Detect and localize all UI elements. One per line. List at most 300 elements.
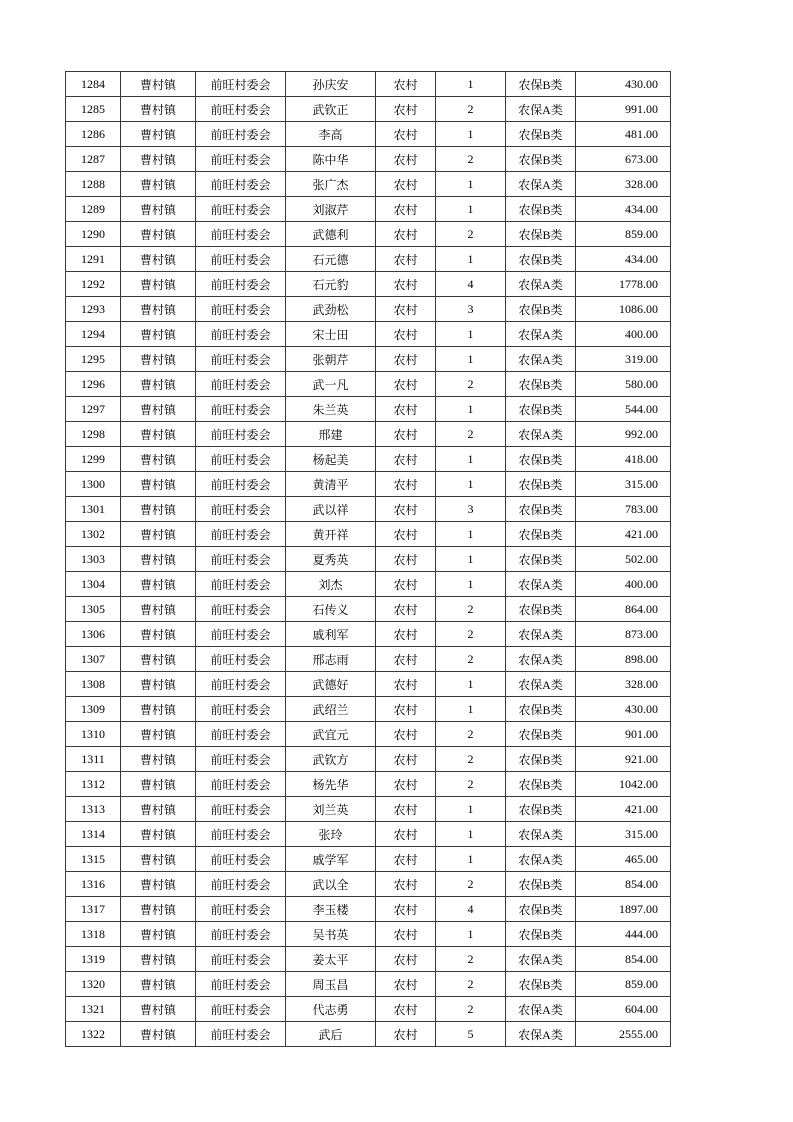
cell-id: 1319 (66, 947, 121, 972)
cell-category: 农村 (376, 422, 436, 447)
cell-amount: 873.00 (576, 622, 671, 647)
table-row (66, 347, 671, 372)
cell-committee: 前旺村委会 (196, 897, 286, 922)
cell-category: 农村 (376, 697, 436, 722)
cell-category: 农村 (376, 72, 436, 97)
cell-name: 戚利军 (286, 622, 376, 647)
cell-town: 曹村镇 (121, 922, 196, 947)
cell-count: 2 (436, 597, 506, 622)
cell-id: 1284 (66, 72, 121, 97)
cell-insurance_type: 农保A类 (506, 647, 576, 672)
cell-id: 1317 (66, 897, 121, 922)
cell-count: 1 (436, 472, 506, 497)
cell-count: 1 (436, 672, 506, 697)
cell-committee: 前旺村委会 (196, 397, 286, 422)
cell-amount: 921.00 (576, 747, 671, 772)
cell-amount: 1042.00 (576, 772, 671, 797)
cell-id: 1310 (66, 722, 121, 747)
cell-count: 1 (436, 122, 506, 147)
cell-amount: 544.00 (576, 397, 671, 422)
table-row (66, 522, 671, 547)
cell-category: 农村 (376, 122, 436, 147)
cell-count: 2 (436, 147, 506, 172)
cell-name: 张广杰 (286, 172, 376, 197)
cell-committee: 前旺村委会 (196, 697, 286, 722)
cell-town: 曹村镇 (121, 172, 196, 197)
cell-id: 1289 (66, 197, 121, 222)
table-row (66, 97, 671, 122)
cell-amount: 859.00 (576, 222, 671, 247)
cell-category: 农村 (376, 397, 436, 422)
cell-insurance_type: 农保B类 (506, 372, 576, 397)
cell-insurance_type: 农保B类 (506, 747, 576, 772)
cell-id: 1302 (66, 522, 121, 547)
cell-amount: 1778.00 (576, 272, 671, 297)
cell-name: 石传义 (286, 597, 376, 622)
cell-insurance_type: 农保B类 (506, 397, 576, 422)
cell-amount: 991.00 (576, 97, 671, 122)
cell-count: 1 (436, 697, 506, 722)
cell-category: 农村 (376, 222, 436, 247)
cell-id: 1299 (66, 447, 121, 472)
cell-committee: 前旺村委会 (196, 272, 286, 297)
cell-insurance_type: 农保A类 (506, 672, 576, 697)
cell-insurance_type: 农保A类 (506, 1022, 576, 1047)
cell-name: 武以祥 (286, 497, 376, 522)
cell-name: 武德好 (286, 672, 376, 697)
cell-insurance_type: 农保A类 (506, 422, 576, 447)
cell-committee: 前旺村委会 (196, 347, 286, 372)
cell-count: 1 (436, 72, 506, 97)
cell-amount: 328.00 (576, 172, 671, 197)
cell-committee: 前旺村委会 (196, 547, 286, 572)
cell-committee: 前旺村委会 (196, 947, 286, 972)
cell-amount: 328.00 (576, 672, 671, 697)
cell-id: 1297 (66, 397, 121, 422)
cell-count: 2 (436, 372, 506, 397)
cell-town: 曹村镇 (121, 197, 196, 222)
cell-town: 曹村镇 (121, 947, 196, 972)
table-row (66, 722, 671, 747)
cell-name: 石元德 (286, 247, 376, 272)
table-row (66, 822, 671, 847)
cell-count: 2 (436, 947, 506, 972)
cell-town: 曹村镇 (121, 672, 196, 697)
cell-name: 李玉楼 (286, 897, 376, 922)
cell-insurance_type: 农保A类 (506, 947, 576, 972)
cell-insurance_type: 农保B类 (506, 72, 576, 97)
table-row (66, 397, 671, 422)
cell-count: 4 (436, 897, 506, 922)
cell-name: 孙庆安 (286, 72, 376, 97)
cell-name: 夏秀英 (286, 547, 376, 572)
cell-id: 1306 (66, 622, 121, 647)
cell-category: 农村 (376, 347, 436, 372)
cell-category: 农村 (376, 897, 436, 922)
table-row (66, 997, 671, 1022)
cell-insurance_type: 农保B类 (506, 697, 576, 722)
cell-insurance_type: 农保B类 (506, 597, 576, 622)
cell-committee: 前旺村委会 (196, 172, 286, 197)
cell-id: 1300 (66, 472, 121, 497)
cell-amount: 434.00 (576, 197, 671, 222)
cell-insurance_type: 农保A类 (506, 847, 576, 872)
cell-count: 1 (436, 572, 506, 597)
cell-town: 曹村镇 (121, 622, 196, 647)
cell-name: 张朝芹 (286, 347, 376, 372)
table-row (66, 897, 671, 922)
table-row (66, 772, 671, 797)
cell-town: 曹村镇 (121, 372, 196, 397)
cell-category: 农村 (376, 247, 436, 272)
cell-committee: 前旺村委会 (196, 147, 286, 172)
table-row (66, 847, 671, 872)
cell-insurance_type: 农保B类 (506, 497, 576, 522)
cell-town: 曹村镇 (121, 722, 196, 747)
cell-town: 曹村镇 (121, 822, 196, 847)
cell-amount: 864.00 (576, 597, 671, 622)
cell-count: 2 (436, 222, 506, 247)
cell-committee: 前旺村委会 (196, 197, 286, 222)
cell-amount: 319.00 (576, 347, 671, 372)
table-row (66, 972, 671, 997)
cell-name: 武绍兰 (286, 697, 376, 722)
table-row (66, 597, 671, 622)
cell-insurance_type: 农保A类 (506, 322, 576, 347)
cell-name: 李高 (286, 122, 376, 147)
cell-town: 曹村镇 (121, 522, 196, 547)
cell-committee: 前旺村委会 (196, 1022, 286, 1047)
cell-insurance_type: 农保B类 (506, 872, 576, 897)
cell-category: 农村 (376, 647, 436, 672)
cell-category: 农村 (376, 97, 436, 122)
cell-amount: 400.00 (576, 322, 671, 347)
cell-insurance_type: 农保A类 (506, 347, 576, 372)
table-row (66, 672, 671, 697)
cell-amount: 604.00 (576, 997, 671, 1022)
cell-name: 武宜元 (286, 722, 376, 747)
cell-id: 1295 (66, 347, 121, 372)
cell-insurance_type: 农保B类 (506, 297, 576, 322)
cell-town: 曹村镇 (121, 872, 196, 897)
cell-id: 1294 (66, 322, 121, 347)
cell-committee: 前旺村委会 (196, 872, 286, 897)
cell-committee: 前旺村委会 (196, 422, 286, 447)
cell-amount: 502.00 (576, 547, 671, 572)
cell-id: 1286 (66, 122, 121, 147)
cell-id: 1316 (66, 872, 121, 897)
cell-count: 3 (436, 497, 506, 522)
cell-count: 1 (436, 172, 506, 197)
cell-committee: 前旺村委会 (196, 572, 286, 597)
cell-committee: 前旺村委会 (196, 122, 286, 147)
cell-id: 1292 (66, 272, 121, 297)
table-row (66, 297, 671, 322)
table-row (66, 372, 671, 397)
cell-name: 武钦正 (286, 97, 376, 122)
table-row (66, 747, 671, 772)
cell-category: 农村 (376, 822, 436, 847)
cell-category: 农村 (376, 497, 436, 522)
cell-town: 曹村镇 (121, 1022, 196, 1047)
cell-name: 武后 (286, 1022, 376, 1047)
cell-town: 曹村镇 (121, 247, 196, 272)
cell-id: 1309 (66, 697, 121, 722)
cell-insurance_type: 农保B类 (506, 972, 576, 997)
table-row (66, 497, 671, 522)
cell-town: 曹村镇 (121, 297, 196, 322)
cell-town: 曹村镇 (121, 797, 196, 822)
cell-insurance_type: 农保B类 (506, 772, 576, 797)
table-row (66, 697, 671, 722)
cell-count: 2 (436, 997, 506, 1022)
cell-id: 1287 (66, 147, 121, 172)
table-row (66, 622, 671, 647)
cell-id: 1312 (66, 772, 121, 797)
cell-name: 邢志雨 (286, 647, 376, 672)
cell-name: 代志勇 (286, 997, 376, 1022)
cell-town: 曹村镇 (121, 122, 196, 147)
cell-town: 曹村镇 (121, 572, 196, 597)
cell-insurance_type: 农保B类 (506, 147, 576, 172)
cell-insurance_type: 农保A类 (506, 172, 576, 197)
table-row (66, 147, 671, 172)
cell-committee: 前旺村委会 (196, 672, 286, 697)
cell-id: 1304 (66, 572, 121, 597)
cell-amount: 421.00 (576, 522, 671, 547)
cell-committee: 前旺村委会 (196, 222, 286, 247)
cell-id: 1322 (66, 1022, 121, 1047)
cell-count: 2 (436, 647, 506, 672)
table-row (66, 572, 671, 597)
cell-amount: 901.00 (576, 722, 671, 747)
table-row (66, 72, 671, 97)
cell-count: 2 (436, 422, 506, 447)
cell-town: 曹村镇 (121, 97, 196, 122)
cell-count: 1 (436, 347, 506, 372)
table-body (66, 72, 671, 1047)
cell-amount: 481.00 (576, 122, 671, 147)
cell-category: 农村 (376, 722, 436, 747)
cell-count: 4 (436, 272, 506, 297)
cell-name: 刘杰 (286, 572, 376, 597)
cell-id: 1320 (66, 972, 121, 997)
cell-category: 农村 (376, 947, 436, 972)
cell-committee: 前旺村委会 (196, 497, 286, 522)
cell-insurance_type: 农保B类 (506, 522, 576, 547)
cell-id: 1315 (66, 847, 121, 872)
cell-category: 农村 (376, 972, 436, 997)
cell-category: 农村 (376, 747, 436, 772)
table-row (66, 922, 671, 947)
cell-town: 曹村镇 (121, 72, 196, 97)
cell-committee: 前旺村委会 (196, 622, 286, 647)
cell-committee: 前旺村委会 (196, 997, 286, 1022)
cell-insurance_type: 农保A类 (506, 997, 576, 1022)
cell-count: 1 (436, 547, 506, 572)
cell-id: 1298 (66, 422, 121, 447)
cell-name: 宋士田 (286, 322, 376, 347)
cell-count: 1 (436, 522, 506, 547)
cell-insurance_type: 农保B类 (506, 122, 576, 147)
cell-town: 曹村镇 (121, 897, 196, 922)
table-row (66, 447, 671, 472)
cell-name: 武劲松 (286, 297, 376, 322)
cell-amount: 315.00 (576, 822, 671, 847)
cell-committee: 前旺村委会 (196, 972, 286, 997)
cell-insurance_type: 农保B类 (506, 197, 576, 222)
cell-committee: 前旺村委会 (196, 97, 286, 122)
table-row (66, 872, 671, 897)
cell-amount: 783.00 (576, 497, 671, 522)
cell-committee: 前旺村委会 (196, 297, 286, 322)
cell-town: 曹村镇 (121, 472, 196, 497)
cell-category: 农村 (376, 372, 436, 397)
cell-town: 曹村镇 (121, 847, 196, 872)
cell-town: 曹村镇 (121, 997, 196, 1022)
cell-town: 曹村镇 (121, 772, 196, 797)
cell-count: 1 (436, 197, 506, 222)
cell-amount: 898.00 (576, 647, 671, 672)
table-row (66, 247, 671, 272)
cell-category: 农村 (376, 572, 436, 597)
cell-id: 1291 (66, 247, 121, 272)
cell-committee: 前旺村委会 (196, 322, 286, 347)
cell-insurance_type: 农保B类 (506, 472, 576, 497)
cell-amount: 444.00 (576, 922, 671, 947)
cell-amount: 430.00 (576, 72, 671, 97)
cell-category: 农村 (376, 1022, 436, 1047)
table-row (66, 322, 671, 347)
cell-category: 农村 (376, 172, 436, 197)
cell-count: 2 (436, 747, 506, 772)
table-row (66, 172, 671, 197)
cell-insurance_type: 农保B类 (506, 222, 576, 247)
cell-category: 农村 (376, 847, 436, 872)
cell-insurance_type: 农保B类 (506, 897, 576, 922)
cell-name: 张玲 (286, 822, 376, 847)
cell-category: 农村 (376, 322, 436, 347)
cell-category: 农村 (376, 447, 436, 472)
cell-count: 5 (436, 1022, 506, 1047)
cell-amount: 418.00 (576, 447, 671, 472)
cell-category: 农村 (376, 872, 436, 897)
cell-count: 1 (436, 247, 506, 272)
cell-count: 1 (436, 397, 506, 422)
cell-committee: 前旺村委会 (196, 822, 286, 847)
cell-insurance_type: 农保A类 (506, 272, 576, 297)
cell-town: 曹村镇 (121, 697, 196, 722)
cell-committee: 前旺村委会 (196, 847, 286, 872)
cell-committee: 前旺村委会 (196, 797, 286, 822)
cell-town: 曹村镇 (121, 272, 196, 297)
cell-name: 陈中华 (286, 147, 376, 172)
cell-category: 农村 (376, 997, 436, 1022)
cell-insurance_type: 农保A类 (506, 622, 576, 647)
cell-committee: 前旺村委会 (196, 472, 286, 497)
cell-name: 刘淑芹 (286, 197, 376, 222)
cell-category: 农村 (376, 672, 436, 697)
table-row (66, 422, 671, 447)
table-row (66, 472, 671, 497)
cell-category: 农村 (376, 197, 436, 222)
cell-count: 2 (436, 872, 506, 897)
cell-count: 1 (436, 822, 506, 847)
cell-town: 曹村镇 (121, 547, 196, 572)
cell-insurance_type: 农保B类 (506, 922, 576, 947)
cell-insurance_type: 农保A类 (506, 572, 576, 597)
cell-count: 1 (436, 322, 506, 347)
cell-amount: 430.00 (576, 697, 671, 722)
table-row (66, 1022, 671, 1047)
cell-insurance_type: 农保A类 (506, 822, 576, 847)
cell-name: 杨起美 (286, 447, 376, 472)
cell-count: 2 (436, 972, 506, 997)
cell-id: 1296 (66, 372, 121, 397)
cell-category: 农村 (376, 597, 436, 622)
cell-id: 1293 (66, 297, 121, 322)
table-row (66, 272, 671, 297)
cell-amount: 580.00 (576, 372, 671, 397)
cell-name: 朱兰英 (286, 397, 376, 422)
cell-name: 戚学军 (286, 847, 376, 872)
table-row (66, 647, 671, 672)
cell-count: 2 (436, 772, 506, 797)
cell-committee: 前旺村委会 (196, 447, 286, 472)
cell-id: 1301 (66, 497, 121, 522)
cell-town: 曹村镇 (121, 422, 196, 447)
cell-amount: 2555.00 (576, 1022, 671, 1047)
cell-amount: 400.00 (576, 572, 671, 597)
cell-amount: 854.00 (576, 872, 671, 897)
cell-name: 吴书英 (286, 922, 376, 947)
cell-town: 曹村镇 (121, 597, 196, 622)
cell-amount: 992.00 (576, 422, 671, 447)
cell-name: 姜太平 (286, 947, 376, 972)
cell-category: 农村 (376, 272, 436, 297)
cell-count: 2 (436, 722, 506, 747)
table-row (66, 222, 671, 247)
cell-town: 曹村镇 (121, 222, 196, 247)
cell-amount: 1086.00 (576, 297, 671, 322)
cell-id: 1314 (66, 822, 121, 847)
cell-id: 1311 (66, 747, 121, 772)
cell-count: 1 (436, 797, 506, 822)
cell-category: 农村 (376, 147, 436, 172)
cell-count: 1 (436, 447, 506, 472)
cell-name: 黄开祥 (286, 522, 376, 547)
table-row (66, 547, 671, 572)
cell-town: 曹村镇 (121, 497, 196, 522)
cell-town: 曹村镇 (121, 747, 196, 772)
cell-amount: 673.00 (576, 147, 671, 172)
cell-amount: 315.00 (576, 472, 671, 497)
cell-count: 3 (436, 297, 506, 322)
cell-id: 1290 (66, 222, 121, 247)
cell-category: 农村 (376, 922, 436, 947)
cell-id: 1303 (66, 547, 121, 572)
cell-committee: 前旺村委会 (196, 922, 286, 947)
cell-category: 农村 (376, 772, 436, 797)
cell-insurance_type: 农保B类 (506, 447, 576, 472)
cell-amount: 421.00 (576, 797, 671, 822)
cell-name: 邢建 (286, 422, 376, 447)
cell-count: 1 (436, 922, 506, 947)
cell-amount: 1897.00 (576, 897, 671, 922)
cell-committee: 前旺村委会 (196, 647, 286, 672)
table-row (66, 797, 671, 822)
cell-committee: 前旺村委会 (196, 772, 286, 797)
